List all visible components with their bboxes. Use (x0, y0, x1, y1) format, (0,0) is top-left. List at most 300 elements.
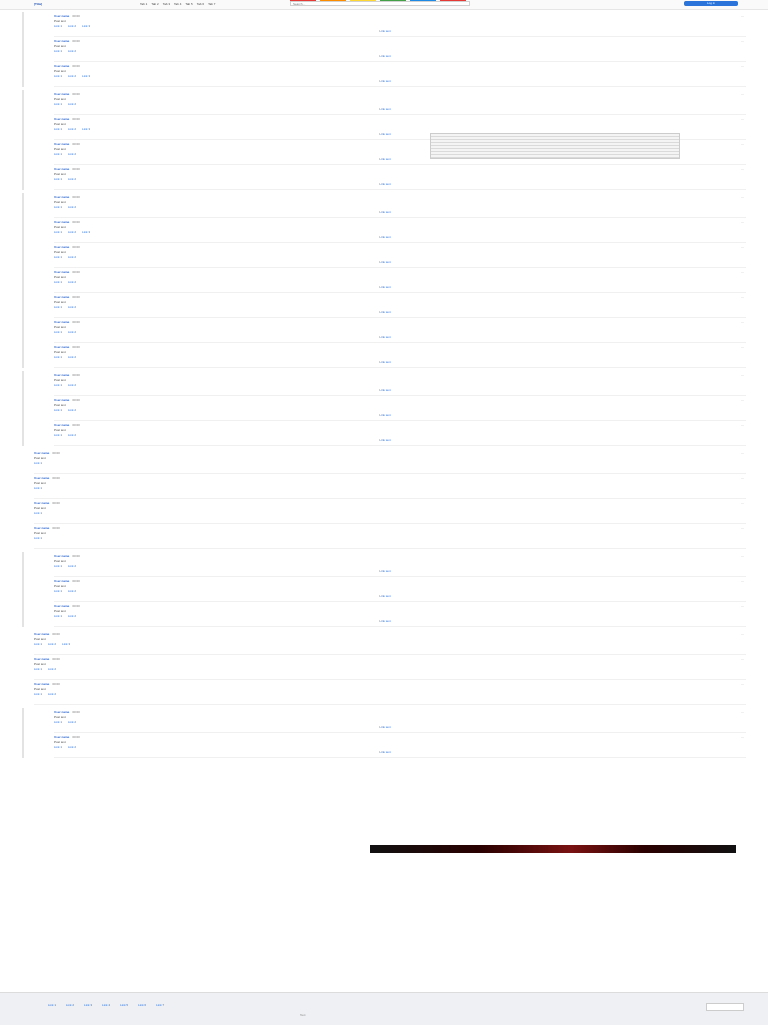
top-bar (0, 0, 768, 10)
post-body: Post text (54, 97, 66, 101)
post-meta (54, 579, 716, 583)
media-thumbnail[interactable] (370, 845, 736, 853)
post-menu-icon[interactable]: ⋯ (741, 579, 744, 583)
post-meta (54, 345, 716, 349)
post-body: Post text (54, 69, 66, 73)
reply-link[interactable]: Link text (379, 388, 391, 392)
login-button[interactable]: Log in (684, 1, 738, 6)
tab-item[interactable]: Tab 5 (185, 2, 193, 6)
post-link[interactable]: Link 2 (68, 330, 77, 334)
post-link[interactable]: Link 3 (82, 230, 91, 234)
tab-item[interactable]: Tab 4 (174, 2, 182, 6)
post-link[interactable]: Link 2 (68, 152, 77, 156)
post-author[interactable]: User name (34, 501, 50, 505)
reply-link[interactable]: Link text (379, 413, 391, 417)
post-link[interactable]: Link 2 (68, 74, 77, 78)
post-link[interactable]: Link 2 (68, 745, 77, 749)
post-author[interactable]: User name (34, 451, 50, 455)
post (34, 680, 746, 705)
post-menu-icon[interactable]: ⋯ (741, 476, 744, 480)
reply-link[interactable]: Link text (379, 750, 391, 754)
thread-feed (22, 12, 746, 761)
post (54, 708, 746, 733)
reply-link[interactable]: Link text (379, 29, 391, 33)
post-author[interactable]: User name (54, 245, 70, 249)
thread (22, 371, 746, 446)
post-links (34, 461, 716, 465)
post-link[interactable]: Link 1 (54, 433, 63, 437)
post-menu-icon[interactable]: ⋯ (741, 735, 744, 739)
post-body: Post text (54, 250, 66, 254)
post-body: Post text (54, 200, 66, 204)
post-time: 00:00 (52, 476, 60, 480)
post-link[interactable]: Link 2 (48, 642, 57, 646)
post-link[interactable]: Link 2 (68, 127, 77, 131)
post-body: Post text (54, 350, 66, 354)
footer-link[interactable]: Link 2 (66, 1003, 75, 1007)
post-meta (34, 476, 716, 480)
post-author[interactable]: User name (54, 167, 70, 171)
post-time: 00:00 (72, 710, 80, 714)
post (54, 90, 746, 115)
post-link[interactable]: Link 2 (68, 589, 77, 593)
footer (0, 992, 768, 1025)
post (54, 37, 746, 62)
post-link[interactable]: Link 1 (34, 536, 43, 540)
reply-link[interactable]: Link text (379, 360, 391, 364)
post-author[interactable]: User name (54, 64, 70, 68)
post-menu-icon[interactable]: ⋯ (741, 142, 744, 146)
post-body: Post text (54, 584, 66, 588)
post-body: Post text (54, 740, 66, 744)
post-menu-icon[interactable]: ⋯ (741, 657, 744, 661)
post-body: Post text (54, 715, 66, 719)
post (54, 577, 746, 602)
post-author[interactable]: User name (34, 632, 50, 636)
post (34, 524, 746, 549)
post-links (54, 230, 716, 234)
post-menu-icon[interactable]: ⋯ (741, 710, 744, 714)
post-body: Post text (54, 122, 66, 126)
reply-link[interactable]: Link text (379, 132, 391, 136)
footer-nav (48, 1003, 164, 1007)
post-body: Post text (54, 275, 66, 279)
post-meta (54, 195, 716, 199)
post (54, 396, 746, 421)
post-link[interactable]: Link 1 (34, 486, 43, 490)
reply-link[interactable]: Link text (379, 569, 391, 573)
site-brand[interactable]: [Title] (34, 2, 43, 6)
post-links (34, 536, 716, 540)
reply-link[interactable]: Link text (379, 54, 391, 58)
post-links (54, 305, 716, 309)
tab-item[interactable]: Tab 7 (208, 2, 216, 6)
post-link[interactable]: Link 2 (68, 230, 77, 234)
post-menu-icon[interactable]: ⋯ (741, 554, 744, 558)
post-link[interactable]: Link 2 (48, 692, 57, 696)
post (54, 193, 746, 218)
post-meta (54, 604, 716, 608)
post-link[interactable]: Link 1 (34, 667, 43, 671)
post-body: Post text (54, 300, 66, 304)
post-link[interactable]: Link 1 (54, 24, 63, 28)
post-link[interactable]: Link 2 (68, 383, 77, 387)
post-links (54, 745, 716, 749)
post-link[interactable]: Link 2 (68, 433, 77, 437)
post (34, 655, 746, 680)
post-meta (54, 245, 716, 249)
post-menu-icon[interactable]: ⋯ (741, 14, 744, 18)
post-menu-icon[interactable]: ⋯ (741, 682, 744, 686)
footer-link[interactable]: Link 5 (120, 1003, 129, 1007)
post-time: 00:00 (72, 92, 80, 96)
post-author[interactable]: User name (54, 579, 70, 583)
post-link[interactable]: Link 2 (68, 355, 77, 359)
post-meta (54, 423, 716, 427)
post-link[interactable]: Link 2 (68, 305, 77, 309)
post-links (54, 433, 716, 437)
post-links (54, 720, 716, 724)
post-links (34, 692, 716, 696)
post-author[interactable]: User name (54, 295, 70, 299)
post-body: Post text (54, 609, 66, 613)
post-body: Post text (54, 325, 66, 329)
thread (22, 552, 746, 627)
post (54, 293, 746, 318)
post-time: 00:00 (72, 579, 80, 583)
post-menu-icon[interactable]: ⋯ (741, 64, 744, 68)
thread (22, 193, 746, 368)
post-link[interactable]: Link 2 (68, 614, 77, 618)
post-link[interactable]: Link 2 (68, 24, 77, 28)
post-author[interactable]: User name (54, 117, 70, 121)
footer-link[interactable]: Link 7 (156, 1003, 165, 1007)
post-link[interactable]: Link 1 (54, 255, 63, 259)
post-body: Post text (34, 481, 46, 485)
post-link[interactable]: Link 3 (82, 24, 91, 28)
post-links (54, 383, 716, 387)
post-link[interactable]: Link 1 (54, 383, 63, 387)
post-time: 00:00 (72, 14, 80, 18)
footer-link[interactable]: Link 3 (84, 1003, 93, 1007)
post-time: 00:00 (72, 270, 80, 274)
post-link[interactable]: Link 3 (82, 74, 91, 78)
post-links (54, 564, 716, 568)
post (54, 602, 746, 627)
post-links (54, 24, 716, 28)
reply-link[interactable]: Link text (379, 594, 391, 598)
post-author[interactable]: User name (54, 14, 70, 18)
post-links (34, 486, 716, 490)
post-time: 00:00 (72, 195, 80, 199)
post-author[interactable]: User name (54, 398, 70, 402)
post (54, 165, 746, 190)
post-author[interactable]: User name (54, 142, 70, 146)
post-links (54, 330, 716, 334)
post-time: 00:00 (72, 423, 80, 427)
post-link[interactable]: Link 1 (54, 102, 63, 106)
post-link[interactable]: Link 2 (68, 102, 77, 106)
post-body: Post text (34, 506, 46, 510)
post-menu-icon[interactable]: ⋯ (741, 195, 744, 199)
post-body: Post text (34, 531, 46, 535)
post-menu-icon[interactable]: ⋯ (741, 423, 744, 427)
tab-item[interactable]: Tab 6 (196, 2, 205, 6)
post-body: Post text (54, 225, 66, 229)
footer-copyright: Text (300, 1013, 306, 1017)
post-links (54, 127, 716, 131)
post-time: 00:00 (72, 167, 80, 171)
post-links (34, 511, 716, 515)
post-link[interactable]: Link 2 (68, 177, 77, 181)
post-author[interactable]: User name (54, 270, 70, 274)
post-meta (34, 682, 716, 686)
post-link[interactable]: Link 2 (48, 667, 57, 671)
post-body: Post text (34, 687, 46, 691)
post-author[interactable]: User name (34, 476, 50, 480)
post (34, 499, 746, 524)
post-author[interactable]: User name (54, 220, 70, 224)
post-link[interactable]: Link 1 (54, 74, 63, 78)
post-author[interactable]: User name (54, 735, 70, 739)
post-meta (34, 451, 716, 455)
post-meta (34, 657, 716, 661)
post-time: 00:00 (72, 39, 80, 43)
search-input[interactable] (290, 1, 470, 6)
footer-link[interactable]: Link 1 (48, 1003, 57, 1007)
post-link[interactable]: Link 1 (54, 564, 63, 568)
tab-item[interactable]: Tab 1 (140, 2, 148, 6)
post-meta (54, 295, 716, 299)
post-meta (54, 320, 716, 324)
post-menu-icon[interactable]: ⋯ (741, 92, 744, 96)
reply-link[interactable]: Link text (379, 285, 391, 289)
footer-link[interactable]: Link 4 (102, 1003, 111, 1007)
post-link[interactable]: Link 1 (54, 280, 63, 284)
post-time: 00:00 (52, 501, 60, 505)
post (54, 62, 746, 87)
post-time: 00:00 (72, 295, 80, 299)
post-link[interactable]: Link 1 (34, 642, 43, 646)
post-link[interactable]: Link 1 (54, 205, 63, 209)
post-menu-icon[interactable]: ⋯ (741, 604, 744, 608)
post-links (34, 642, 716, 646)
post (54, 12, 746, 37)
post-time: 00:00 (52, 682, 60, 686)
post-author[interactable]: User name (34, 657, 50, 661)
post-time: 00:00 (72, 373, 80, 377)
post-body: Post text (54, 172, 66, 176)
post-author[interactable]: User name (54, 373, 70, 377)
post-menu-icon[interactable]: ⋯ (741, 270, 744, 274)
post-author[interactable]: User name (34, 526, 50, 530)
post-time: 00:00 (72, 64, 80, 68)
post-link[interactable]: Link 3 (82, 127, 91, 131)
post-menu-icon[interactable]: ⋯ (741, 220, 744, 224)
post-link[interactable]: Link 1 (54, 589, 63, 593)
post-links (54, 589, 716, 593)
post-body: Post text (54, 19, 66, 23)
post-time: 00:00 (72, 320, 80, 324)
tab-item[interactable]: Tab 3 (162, 2, 171, 6)
thread (22, 630, 746, 705)
post-time: 00:00 (52, 526, 60, 530)
post-meta (54, 117, 716, 121)
post-time: 00:00 (72, 220, 80, 224)
post-menu-icon[interactable]: ⋯ (741, 245, 744, 249)
post-link[interactable]: Link 2 (68, 408, 77, 412)
thread (22, 12, 746, 87)
post-link[interactable]: Link 1 (54, 720, 63, 724)
post (54, 371, 746, 396)
post (34, 630, 746, 655)
thread (22, 708, 746, 758)
post-menu-icon[interactable]: ⋯ (741, 320, 744, 324)
post-author[interactable]: User name (54, 554, 70, 558)
reply-link[interactable]: Link text (379, 260, 391, 264)
post-meta (34, 501, 716, 505)
post-meta (54, 735, 716, 739)
post-body: Post text (54, 147, 66, 151)
footer-widget[interactable] (706, 1003, 744, 1011)
post-meta (54, 92, 716, 96)
post-menu-icon[interactable]: ⋯ (741, 526, 744, 530)
post-links (34, 667, 716, 671)
post-link[interactable]: Link 1 (54, 177, 63, 181)
post-links (54, 177, 716, 181)
post-link[interactable]: Link 2 (68, 205, 77, 209)
post-link[interactable]: Link 1 (54, 305, 63, 309)
post-link[interactable]: Link 2 (68, 564, 77, 568)
post-menu-icon[interactable]: ⋯ (741, 501, 744, 505)
post-menu-icon[interactable]: ⋯ (741, 345, 744, 349)
post-link[interactable]: Link 2 (68, 49, 77, 53)
post-author[interactable]: User name (54, 710, 70, 714)
reply-link[interactable]: Link text (379, 182, 391, 186)
post-meta (54, 398, 716, 402)
post-links (54, 408, 716, 412)
post-links (54, 614, 716, 618)
post-link[interactable]: Link 1 (54, 355, 63, 359)
tab-bar (140, 2, 215, 6)
post-author[interactable]: User name (54, 320, 70, 324)
post-author[interactable]: User name (34, 682, 50, 686)
post-link[interactable]: Link 1 (54, 745, 63, 749)
post-body: Post text (54, 378, 66, 382)
post-link[interactable]: Link 2 (68, 280, 77, 284)
post-author[interactable]: User name (54, 423, 70, 427)
reply-link[interactable]: Link text (379, 210, 391, 214)
post-meta (54, 64, 716, 68)
post (54, 243, 746, 268)
post-body: Post text (34, 456, 46, 460)
post-time: 00:00 (72, 604, 80, 608)
post-author[interactable]: User name (54, 604, 70, 608)
post-link[interactable]: Link 1 (34, 511, 43, 515)
post-menu-icon[interactable]: ⋯ (741, 373, 744, 377)
post-meta (34, 526, 716, 530)
post-author[interactable]: User name (54, 39, 70, 43)
post-time: 00:00 (72, 345, 80, 349)
post (54, 343, 746, 368)
post-author[interactable]: User name (54, 92, 70, 96)
post-menu-icon[interactable]: ⋯ (741, 295, 744, 299)
post-body: Post text (54, 559, 66, 563)
post-meta (54, 270, 716, 274)
post-link[interactable]: Link 1 (54, 230, 63, 234)
post-author[interactable]: User name (54, 345, 70, 349)
reply-link[interactable]: Link text (379, 107, 391, 111)
post-author[interactable]: User name (54, 195, 70, 199)
post-links (54, 255, 716, 259)
reply-link[interactable]: Link text (379, 310, 391, 314)
post-menu-icon[interactable]: ⋯ (741, 451, 744, 455)
post (54, 268, 746, 293)
post-menu-icon[interactable]: ⋯ (741, 398, 744, 402)
post-link[interactable]: Link 1 (54, 408, 63, 412)
tab-item[interactable]: Tab 2 (151, 2, 159, 6)
reply-link[interactable]: Link text (379, 725, 391, 729)
post-time: 00:00 (52, 657, 60, 661)
post (54, 318, 746, 343)
post-links (54, 355, 716, 359)
post-link[interactable]: Link 1 (54, 614, 63, 618)
post-link[interactable]: Link 1 (54, 49, 63, 53)
post-meta (54, 39, 716, 43)
post-menu-icon[interactable]: ⋯ (741, 117, 744, 121)
post-menu-icon[interactable]: ⋯ (741, 167, 744, 171)
post-time: 00:00 (72, 554, 80, 558)
reply-link[interactable]: Link text (379, 79, 391, 83)
post-time: 00:00 (52, 632, 60, 636)
post-links (54, 205, 716, 209)
post-meta (54, 554, 716, 558)
post-time: 00:00 (72, 398, 80, 402)
post-links (54, 102, 716, 106)
reply-link[interactable]: Link text (379, 235, 391, 239)
post-link[interactable]: Link 1 (54, 152, 63, 156)
post-time: 00:00 (72, 142, 80, 146)
post-body: Post text (34, 637, 46, 641)
post-menu-icon[interactable]: ⋯ (741, 39, 744, 43)
post-link[interactable]: Link 1 (54, 330, 63, 334)
footer-link[interactable]: Link 6 (138, 1003, 147, 1007)
post-menu-icon[interactable]: ⋯ (741, 632, 744, 636)
embedded-image[interactable] (430, 133, 680, 159)
reply-link[interactable]: Link text (379, 438, 391, 442)
post-meta (54, 373, 716, 377)
reply-link[interactable]: Link text (379, 157, 391, 161)
post-body: Post text (34, 662, 46, 666)
post-time: 00:00 (72, 117, 80, 121)
post-link[interactable]: Link 3 (62, 642, 71, 646)
post-link[interactable]: Link 1 (34, 692, 43, 696)
post (54, 552, 746, 577)
post-body: Post text (54, 403, 66, 407)
post-link[interactable]: Link 1 (54, 127, 63, 131)
post-link[interactable]: Link 2 (68, 255, 77, 259)
post-body: Post text (54, 44, 66, 48)
post-link[interactable]: Link 2 (68, 720, 77, 724)
post-time: 00:00 (52, 451, 60, 455)
post-meta (54, 167, 716, 171)
post-meta (34, 632, 716, 636)
post (34, 474, 746, 499)
reply-link[interactable]: Link text (379, 619, 391, 623)
reply-link[interactable]: Link text (379, 335, 391, 339)
post-links (54, 280, 716, 284)
post-link[interactable]: Link 1 (34, 461, 43, 465)
